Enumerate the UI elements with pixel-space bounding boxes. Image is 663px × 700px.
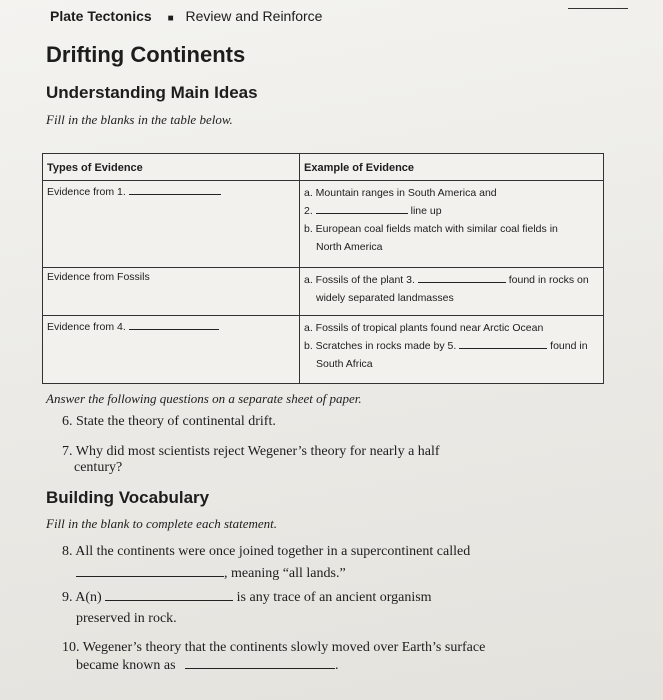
evidence-type-label: Evidence from 4. — [47, 321, 126, 334]
question-10: 10. Wegener’s theory that the continents slowly moved over Earth’s surface — [62, 640, 486, 655]
example-line — [304, 289, 599, 307]
chapter-title: Plate Tectonics — [50, 8, 152, 24]
question-7-continued: century? — [74, 460, 123, 475]
answer-blank-10[interactable] — [185, 658, 335, 669]
answer-blank-3[interactable] — [418, 272, 506, 283]
page-header — [50, 8, 322, 24]
section-heading-main-ideas: Understanding Main Ideas — [46, 83, 258, 102]
column-header-types: Types of Evidence — [43, 154, 300, 181]
example-text: a. Fossils of the plant 3. — [304, 274, 415, 287]
evidence-example-cell — [300, 316, 604, 384]
example-line — [304, 271, 599, 289]
question-8-text: , meaning “all lands.” — [224, 566, 346, 581]
example-line — [304, 184, 599, 202]
question-8: 8. All the continents were once joined together in a supercontinent called — [62, 544, 471, 559]
question-9-text: 9. A(n) — [62, 590, 102, 605]
evidence-example-cell — [300, 268, 604, 316]
question-7: 7. Why did most scientists reject Wegener’s theory for nearly a half — [62, 444, 440, 459]
evidence-type-cell — [43, 180, 300, 268]
evidence-type-label: Evidence from Fossils — [47, 271, 150, 284]
example-line — [304, 238, 599, 256]
example-text: South Africa — [316, 358, 373, 371]
example-line — [304, 337, 599, 355]
question-10-text: . — [335, 658, 339, 673]
answer-blank-2[interactable] — [316, 203, 408, 214]
table-row — [43, 268, 604, 316]
page-title: Drifting Continents — [46, 42, 246, 67]
example-text: a. Fossils of tropical plants found near Arctic Ocean — [304, 322, 544, 335]
bullet-icon: ■ — [167, 13, 174, 24]
column-header-examples: Example of Evidence — [300, 154, 604, 181]
question-9 — [62, 590, 432, 606]
table-row — [43, 316, 604, 384]
answer-blank-5[interactable] — [459, 338, 547, 349]
answer-blank-1[interactable] — [129, 184, 221, 195]
example-line — [304, 202, 599, 220]
question-6: 6. State the theory of continental drift. — [62, 414, 276, 429]
answer-blank-8[interactable] — [76, 566, 224, 577]
evidence-type-cell — [43, 268, 300, 316]
example-text: widely separated landmasses — [316, 292, 454, 305]
answer-instruction: Answer the following questions on a separate sheet of paper. — [46, 391, 362, 406]
answer-blank-4[interactable] — [129, 319, 219, 330]
example-line — [304, 220, 599, 238]
example-text: b. European coal fields match with similar coal fields in — [304, 222, 558, 235]
question-10-text: became known as — [76, 658, 176, 673]
table-header-row — [43, 154, 604, 181]
evidence-table — [42, 153, 604, 384]
evidence-type-label: Evidence from 1. — [47, 185, 126, 198]
example-text: b. Scratches in rocks made by 5. — [304, 340, 457, 353]
vocab-instruction: Fill in the blank to complete each statement. — [46, 516, 278, 531]
example-text: North America — [316, 240, 383, 253]
period-blank[interactable] — [568, 8, 628, 9]
example-text: found in rocks on — [508, 274, 589, 287]
example-text: 2. — [304, 204, 313, 217]
table-row — [43, 180, 604, 268]
answer-blank-9[interactable] — [105, 590, 233, 601]
question-9-continued: preserved in rock. — [76, 611, 177, 626]
section-heading-vocabulary: Building Vocabulary — [46, 488, 210, 507]
table-instruction: Fill in the blanks in the table below. — [46, 112, 233, 127]
evidence-type-cell — [43, 316, 300, 384]
question-10-continued — [76, 658, 339, 674]
example-text: a. Mountain ranges in South America and — [304, 186, 497, 199]
example-line — [304, 319, 599, 337]
evidence-example-cell — [300, 180, 604, 268]
question-8-continued — [76, 566, 346, 582]
example-text: line up — [410, 204, 442, 217]
example-text: found in — [550, 340, 588, 353]
question-9-text: is any trace of an ancient organism — [236, 590, 432, 605]
section-title: Review and Reinforce — [185, 8, 323, 24]
example-line — [304, 355, 599, 373]
